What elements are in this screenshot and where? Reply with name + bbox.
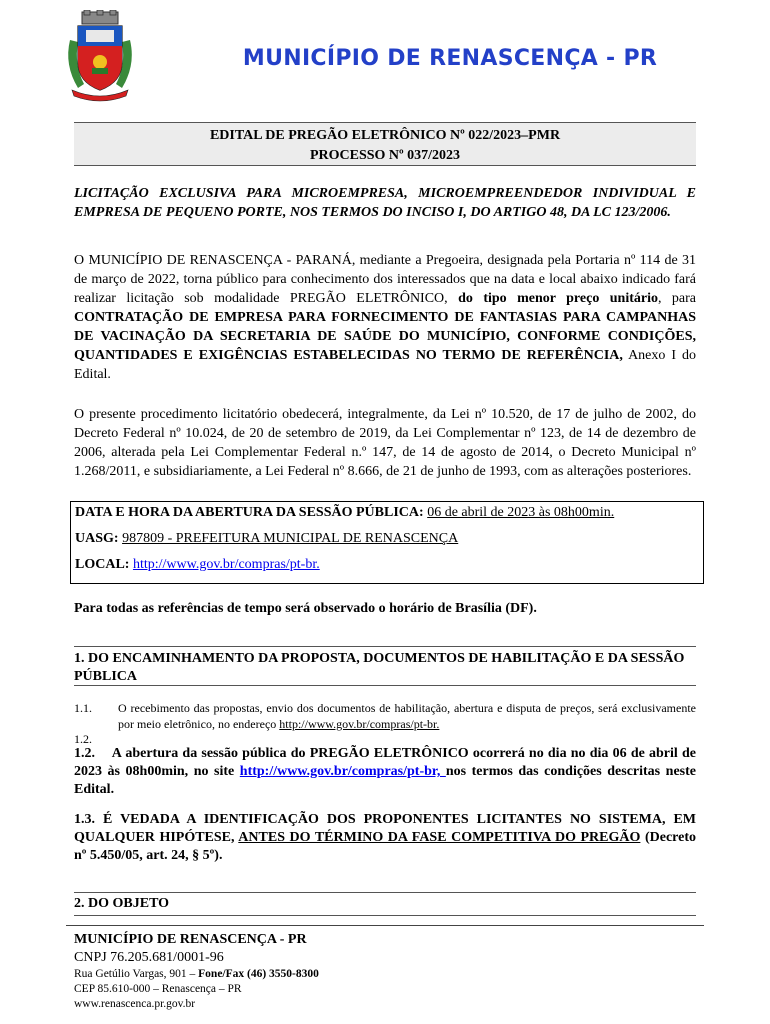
footer-website[interactable]: www.renascenca.pr.gov.br — [74, 998, 196, 1010]
session-info-box — [70, 501, 704, 584]
coat-of-arms-logo — [64, 10, 136, 102]
legal-basis-paragraph: O presente procedimento licitatório obedecerá, integralmente, da Lei nº 10.520, de 17 de julho de 2002, do Decreto Federal nº 10.024, de 20 de setembro de 2019, da Lei Complementar nº 123, de 14 de dezembro de 2006, alterada pela Lei Complementar Federal n.º 147, de 14 de agosto de 2014, o Decreto Municipal nº 1.268/2011, e subsidiariamente, a Lei Federal nº 8.666, de 21 de junho de 1993, com as alterações posteriores. — [74, 407, 696, 479]
item-1-2: 1.2. A abertura da sessão pública do PREGÃO ELETRÔNICO ocorrerá no dia no dia 06 de abril de 2023 às 08h00min, no site http://www.gov.br/compras/pt-br, nos termos das condições descritas neste Edital. — [74, 746, 696, 797]
footer-address: Rua Getúlio Vargas, 901 – Fone/Fax (46) 3550-8300 — [74, 968, 319, 980]
exclusive-notice: LICITAÇÃO EXCLUSIVA PARA MICROEMPRESA, MICROEMPREENDEDOR INDIVIDUAL E EMPRESA DE PEQUENO PORTE, NOS TERMOS DO INCISO I, DO ARTIGO 48, DA LC 123/2006. — [74, 186, 696, 220]
local-line: LOCAL: http://www.gov.br/compras/pt-br. — [75, 557, 320, 572]
compras-link[interactable]: http://www.gov.br/compras/pt-br. — [132, 557, 320, 572]
process-number: PROCESSO Nº 037/2023 — [309, 148, 461, 163]
item-1-3: 1.3. É VEDADA A IDENTIFICAÇÃO DOS PROPONENTES LICITANTES NO SISTEMA, EM QUALQUER HIPÓTESE, ANTES DO TÉRMINO DA FASE COMPETITIVA DO PREGÃO (Decreto nº 5.450/05, art. 24, § 5º). — [74, 812, 696, 863]
item-1-1-number: 1.1. — [74, 701, 92, 715]
edital-title-box — [74, 122, 696, 166]
time-reference-note: Para todas as referências de tempo será observado o horário de Brasília (DF). — [74, 601, 537, 616]
section-2-heading: 2. DO OBJETO — [74, 892, 696, 916]
item-1-2-link[interactable]: http://www.gov.br/compras/pt-br, — [239, 764, 446, 779]
session-date-line: DATA E HORA DA ABERTURA DA SESSÃO PÚBLICA: 06 de abril de 2023 às 08h00min. — [75, 505, 615, 520]
item-1-1-text: O recebimento das propostas, envio dos documentos de habilitação, abertura e disputa de preços, será exclusivamente por meio eletrônico, no endereço http://www.gov.br/compras/pt-br. — [118, 701, 696, 731]
item-1-1-link[interactable]: http://www.gov.br/compras/pt-br. — [279, 717, 440, 731]
item-1-2-stray-number: 1.2. — [74, 732, 92, 746]
section-1-heading: 1. DO ENCAMINHAMENTO DA PROPOSTA, DOCUMENTOS DE HABILITAÇÃO E DA SESSÃO PÚBLICA — [74, 646, 696, 686]
footer-cnpj: CNPJ 76.205.681/0001-96 — [74, 950, 224, 965]
footer-divider — [66, 925, 704, 926]
edital-number: EDITAL DE PREGÃO ELETRÔNICO Nº 022/2023–PMR — [209, 128, 561, 143]
uasg-line: UASG: 987809 - PREFEITURA MUNICIPAL DE RENASCENÇA — [75, 531, 459, 546]
footer-municipality-name: MUNICÍPIO DE RENASCENÇA - PR — [74, 932, 307, 947]
footer-cep: CEP 85.610-000 – Renascença – PR — [74, 983, 242, 995]
intro-paragraph: O MUNICÍPIO DE RENASCENÇA - PARANÁ, mediante a Pregoeira, designada pela Portaria nº 114 de 31 de março de 2022, torna público para conhecimento dos interessados que na data e local abaixo indicado fará realizar licitação sob modalidade PREGÃO ELETRÔNICO, do tipo menor preço unitário, para CONTRATAÇÃO DE EMPRESA PARA FORNECIMENTO DE FANTASIAS PARA CAMPANHAS DE VACINAÇÃO DA SECRETARIA DE SAÚDE DO MUNICÍPIO, CONFORME CONDIÇÕES, QUANTIDADES E EXIGÊNCIAS ESTABELECIDAS NO TERMO DE REFERÊNCIA, Anexo I do Edital. — [74, 253, 697, 382]
municipality-title: MUNICÍPIO DE RENASCENÇA - PR — [242, 46, 658, 71]
